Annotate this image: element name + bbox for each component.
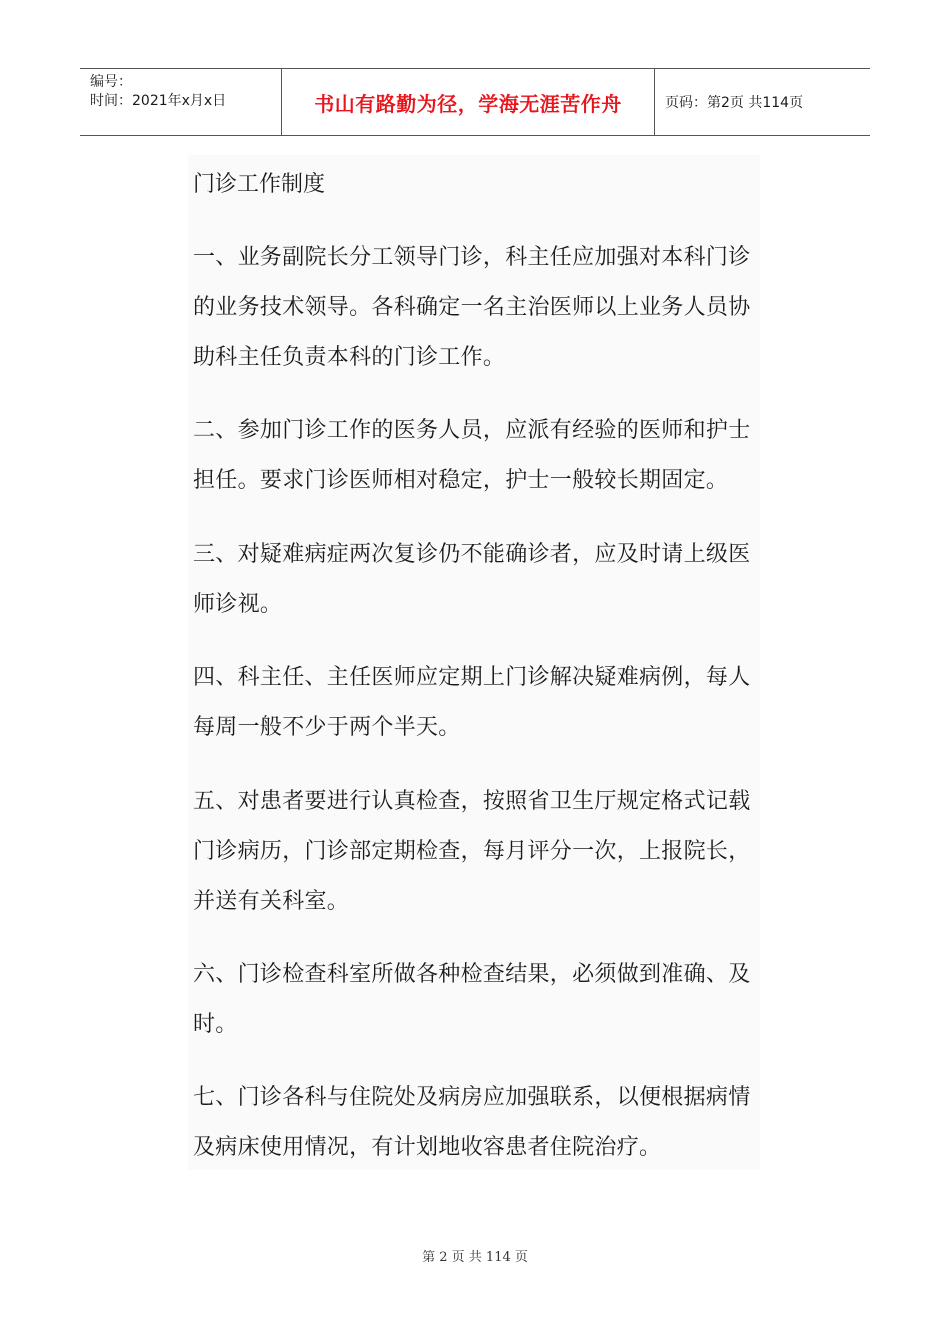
header-meta: [80, 69, 282, 135]
paragraph-6: 六、门诊检查科室所做各种检查结果，必须做到准确、及时。: [193, 962, 751, 1037]
header-motto-cell: [282, 69, 655, 135]
paragraph-1: 一、业务副院长分工领导门诊，科主任应加强对本科门诊的业务技术领导。各科确定一名主治医师以上业务人员协助科主任负责本科的门诊工作。: [193, 245, 751, 370]
footer-page-number: 第 2 页 共 114 页: [422, 1250, 528, 1265]
paragraph-3: 三、对疑难病症两次复诊仍不能确诊者，应及时请上级医师诊视。: [193, 542, 751, 617]
motto-text: 书山有路勤为径，学海无涯苦作舟: [314, 91, 622, 116]
page-info-text: 页码：第2页 共114页: [665, 95, 804, 111]
paragraph-5: 五、对患者要进行认真检查，按照省卫生厅规定格式记载门诊病历，门诊部定期检查，每月评分一次，上报院长，并送有关科室。: [193, 789, 751, 914]
header-page-info: [655, 69, 870, 135]
paragraph-7: 七、门诊各科与住院处及病房应加强联系，以便根据病情及病床使用情况，有计划地收容患者住院治疗。: [193, 1085, 751, 1160]
document-title: 门诊工作制度: [193, 172, 326, 197]
document-date: 时间：2021年x月x日: [90, 93, 227, 109]
document-number: 编号：: [90, 74, 132, 90]
paragraph-2: 二、参加门诊工作的医务人员，应派有经验的医师和护士担任。要求门诊医师相对稳定，护士一般较长期固定。: [193, 418, 751, 493]
page-footer: [0, 1246, 950, 1265]
page-header: [80, 68, 870, 136]
paragraph-4: 四、科主任、主任医师应定期上门诊解决疑难病例，每人每周一般不少于两个半天。: [193, 665, 751, 740]
